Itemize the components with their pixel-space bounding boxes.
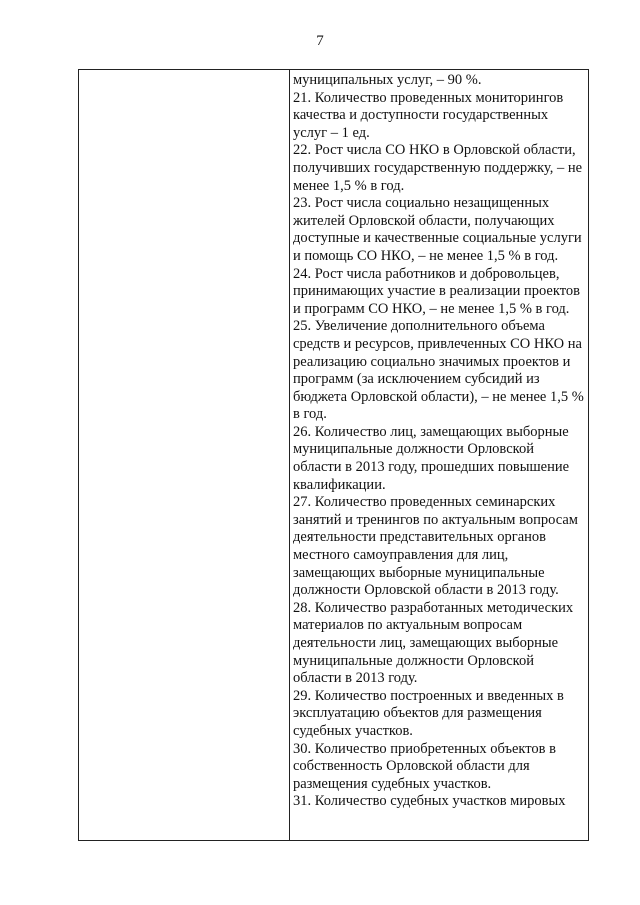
indicator-24: 24. Рост числа работников и добровольцев, принимающих участие в реализации проектов и программ СО НКО, – не менее 1,5 % в год. (293, 265, 580, 317)
indicator-30: 30. Количество приобретенных объектов в собственность Орловской области для размещения судебных участков. (293, 740, 556, 792)
indicator-29: 29. Количество построенных и введенных в эксплуатацию объектов для размещения судебных участков. (293, 687, 564, 739)
indicator-table (78, 69, 589, 841)
indicator-25: 25. Увеличение дополнительного объема средств и ресурсов, привлеченных СО НКО на реализацию социально значимых проектов и программ (за исключением субсидий из бюджета Орловской области), – не менее 1,5 % в год. (293, 318, 584, 423)
indicator-28: 28. Количество разработанных методических материалов по актуальным вопросам деятельности лиц, замещающих выборные муниципальные должности Орловской области в 2013 году. (293, 599, 574, 687)
indicator-26: 26. Количество лиц, замещающих выборные муниципальные должности Орловской области в 2013 году, прошедших повышение квалификации. (293, 423, 570, 493)
column-divider (289, 70, 290, 840)
table-right-column (293, 72, 585, 842)
page-number: 7 (316, 33, 324, 49)
indicator-continuation: муниципальных услуг, – 90 %. (293, 72, 482, 88)
indicator-23: 23. Рост числа социально незащищенных жителей Орловской области, получающих доступные и качественные социальные услуги и помощь СО НКО, – не менее 1,5 % в год. (293, 195, 582, 264)
indicator-22: 22. Рост числа СО НКО в Орловской области, получивших государственную поддержку, – не менее 1,5 % в год. (293, 142, 583, 194)
table-left-column (79, 70, 289, 840)
indicator-21: 21. Количество проведенных мониторингов качества и доступности государственных услуг – 1 ед. (293, 89, 564, 141)
indicator-31: 31. Количество судебных участков мировых (293, 793, 566, 810)
indicator-27: 27. Количество проведенных семинарских занятий и тренингов по актуальным вопросам деятельности представительных органов местного самоуправления для лиц, замещающих выборные муниципальные должности Орловской области в 2013 году. (293, 494, 578, 599)
